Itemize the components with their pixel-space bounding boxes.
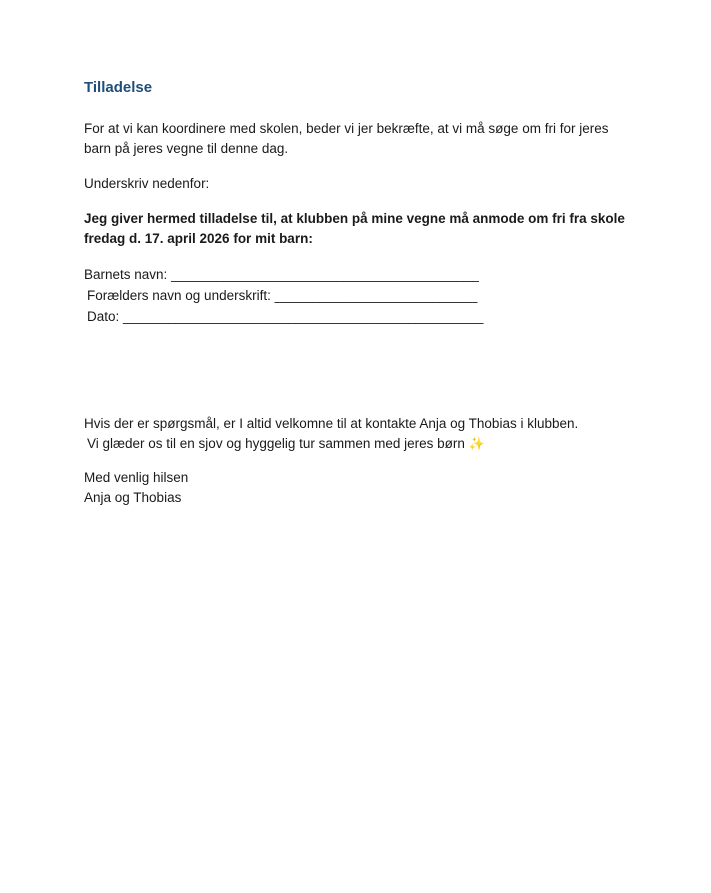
signature: Anja og Thobias [84, 490, 182, 505]
sparkles-icon: ✨ [468, 436, 485, 451]
child-name-blank-line: _________________________________________ [171, 267, 479, 282]
child-name-field [84, 264, 629, 285]
parent-signature-field [84, 285, 629, 306]
document-title: Tilladelse [84, 79, 153, 96]
parent-signature-label: Forælders navn og underskrift: [87, 288, 271, 303]
date-field [84, 306, 629, 327]
child-name-label: Barnets navn: [84, 267, 168, 282]
parent-signature-blank-line: ___________________________ [274, 288, 478, 303]
questions-paragraph: Hvis der er spørgsmål, er I altid velkomne til at kontakte Anja og Thobias i klubben. [84, 416, 579, 431]
date-blank-line: ________________________________________________ [123, 309, 484, 324]
sign-prompt: Underskriv nedenfor: [84, 176, 210, 191]
vertical-spacer [84, 327, 629, 413]
form-fields [84, 264, 629, 327]
looking-forward-paragraph [84, 434, 629, 454]
document-body [84, 78, 629, 508]
intro-paragraph: For at vi kan koordinere med skolen, beder vi jer bekræfte, at vi må søge om fri for jeres barn på jeres vegne til denne dag. [84, 121, 609, 156]
permission-statement: Jeg giver hermed tilladelse til, at klubben på mine vegne må anmode om fri fra skole fredag d. 17. april 2026 for mit barn: [84, 211, 625, 246]
sign-off: Med venlig hilsen [84, 470, 189, 485]
looking-forward-text: Vi glæder os til en sjov og hyggelig tur sammen med jeres børn [87, 436, 465, 451]
date-label: Dato: [87, 309, 120, 324]
